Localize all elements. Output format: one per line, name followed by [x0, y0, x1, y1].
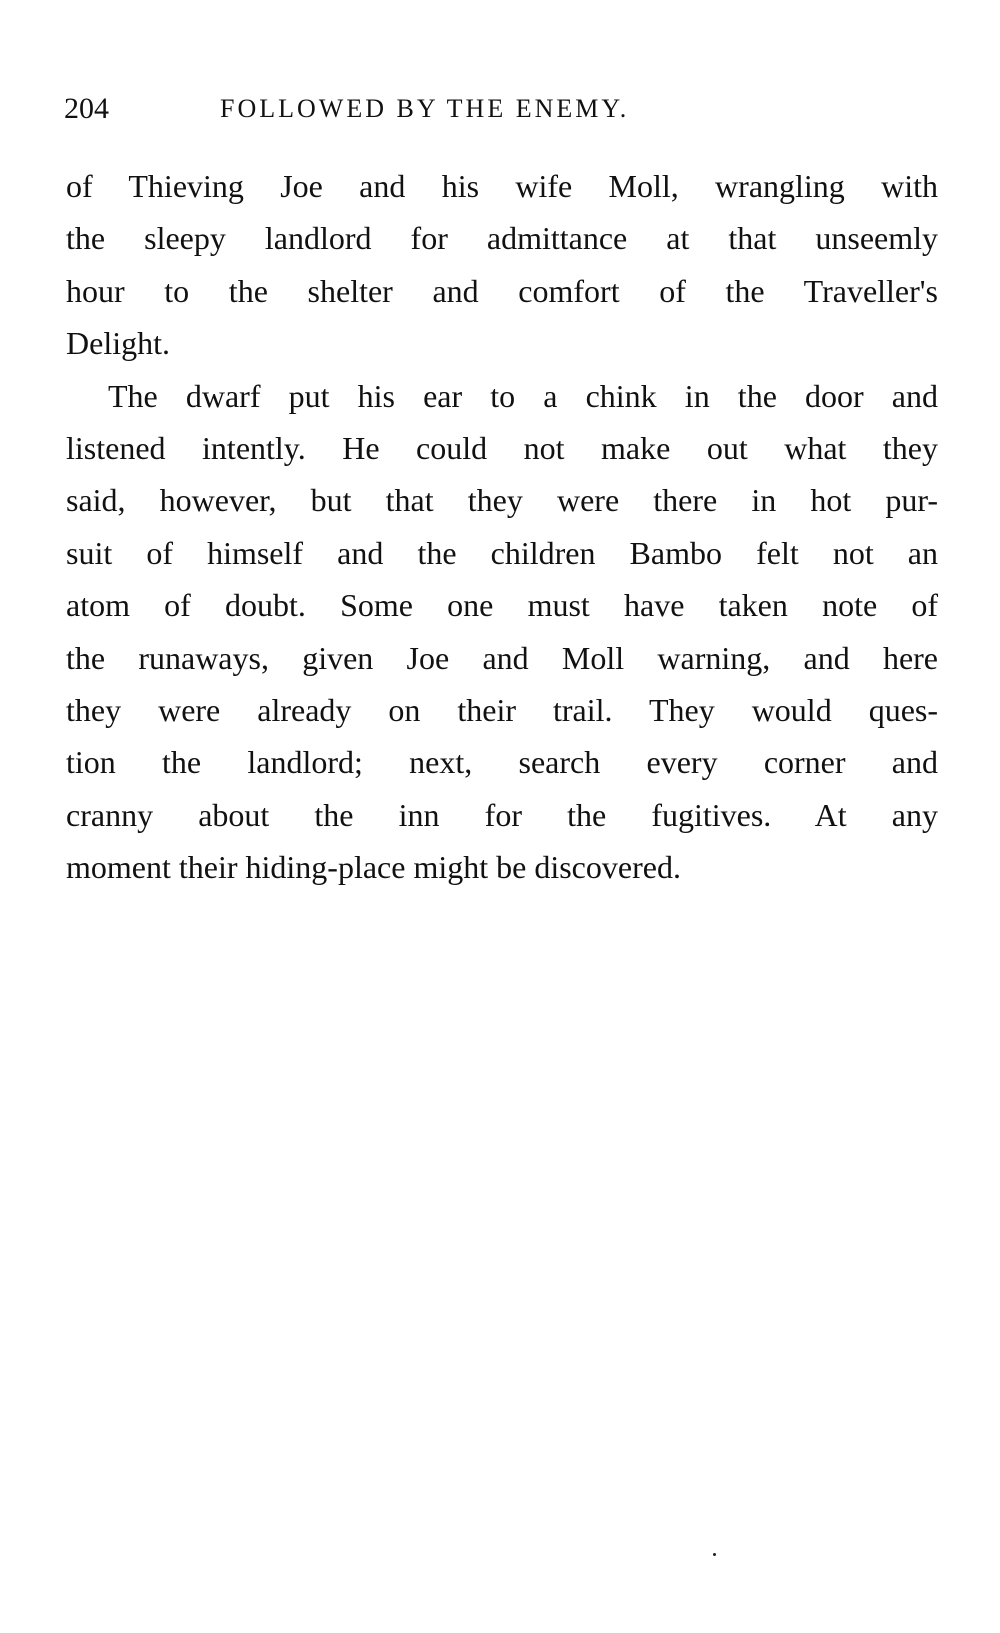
page-number: 204: [64, 92, 109, 125]
running-head: [64, 92, 904, 132]
text-line: atom of doubt. Some one must have taken note of: [66, 587, 938, 624]
text-line: hour to the shelter and comfort of the Traveller's: [66, 272, 938, 309]
text-line: of Thieving Joe and his wife Moll, wrangling with: [66, 168, 938, 204]
text-line: the runaways, given Joe and Moll warning, and here: [66, 639, 938, 676]
text-line: the sleepy landlord for admittance at that unseemly: [66, 220, 938, 257]
text-line: listened intently. He could not make out what they: [66, 429, 938, 466]
paragraph: [66, 160, 938, 370]
text-line: Delight.: [66, 325, 170, 362]
text-line: said, however, but that they were there in hot pur-: [66, 482, 938, 519]
text-line: suit of himself and the children Bambo felt not an: [66, 534, 938, 571]
text-line: they were already on their trail. They would ques-: [66, 691, 938, 728]
ink-speck: [713, 1553, 716, 1556]
paragraph: [66, 370, 938, 894]
text-body: [66, 160, 938, 893]
text-line: cranny about the inn for the fugitives. At any: [66, 796, 938, 833]
text-line: tion the landlord; next, search every corner and: [66, 744, 938, 781]
text-line: The dwarf put his ear to a chink in the door and: [108, 377, 938, 414]
running-title: FOLLOWED BY THE ENEMY.: [220, 94, 630, 123]
text-line: moment their hiding-place might be discovered.: [66, 849, 681, 886]
